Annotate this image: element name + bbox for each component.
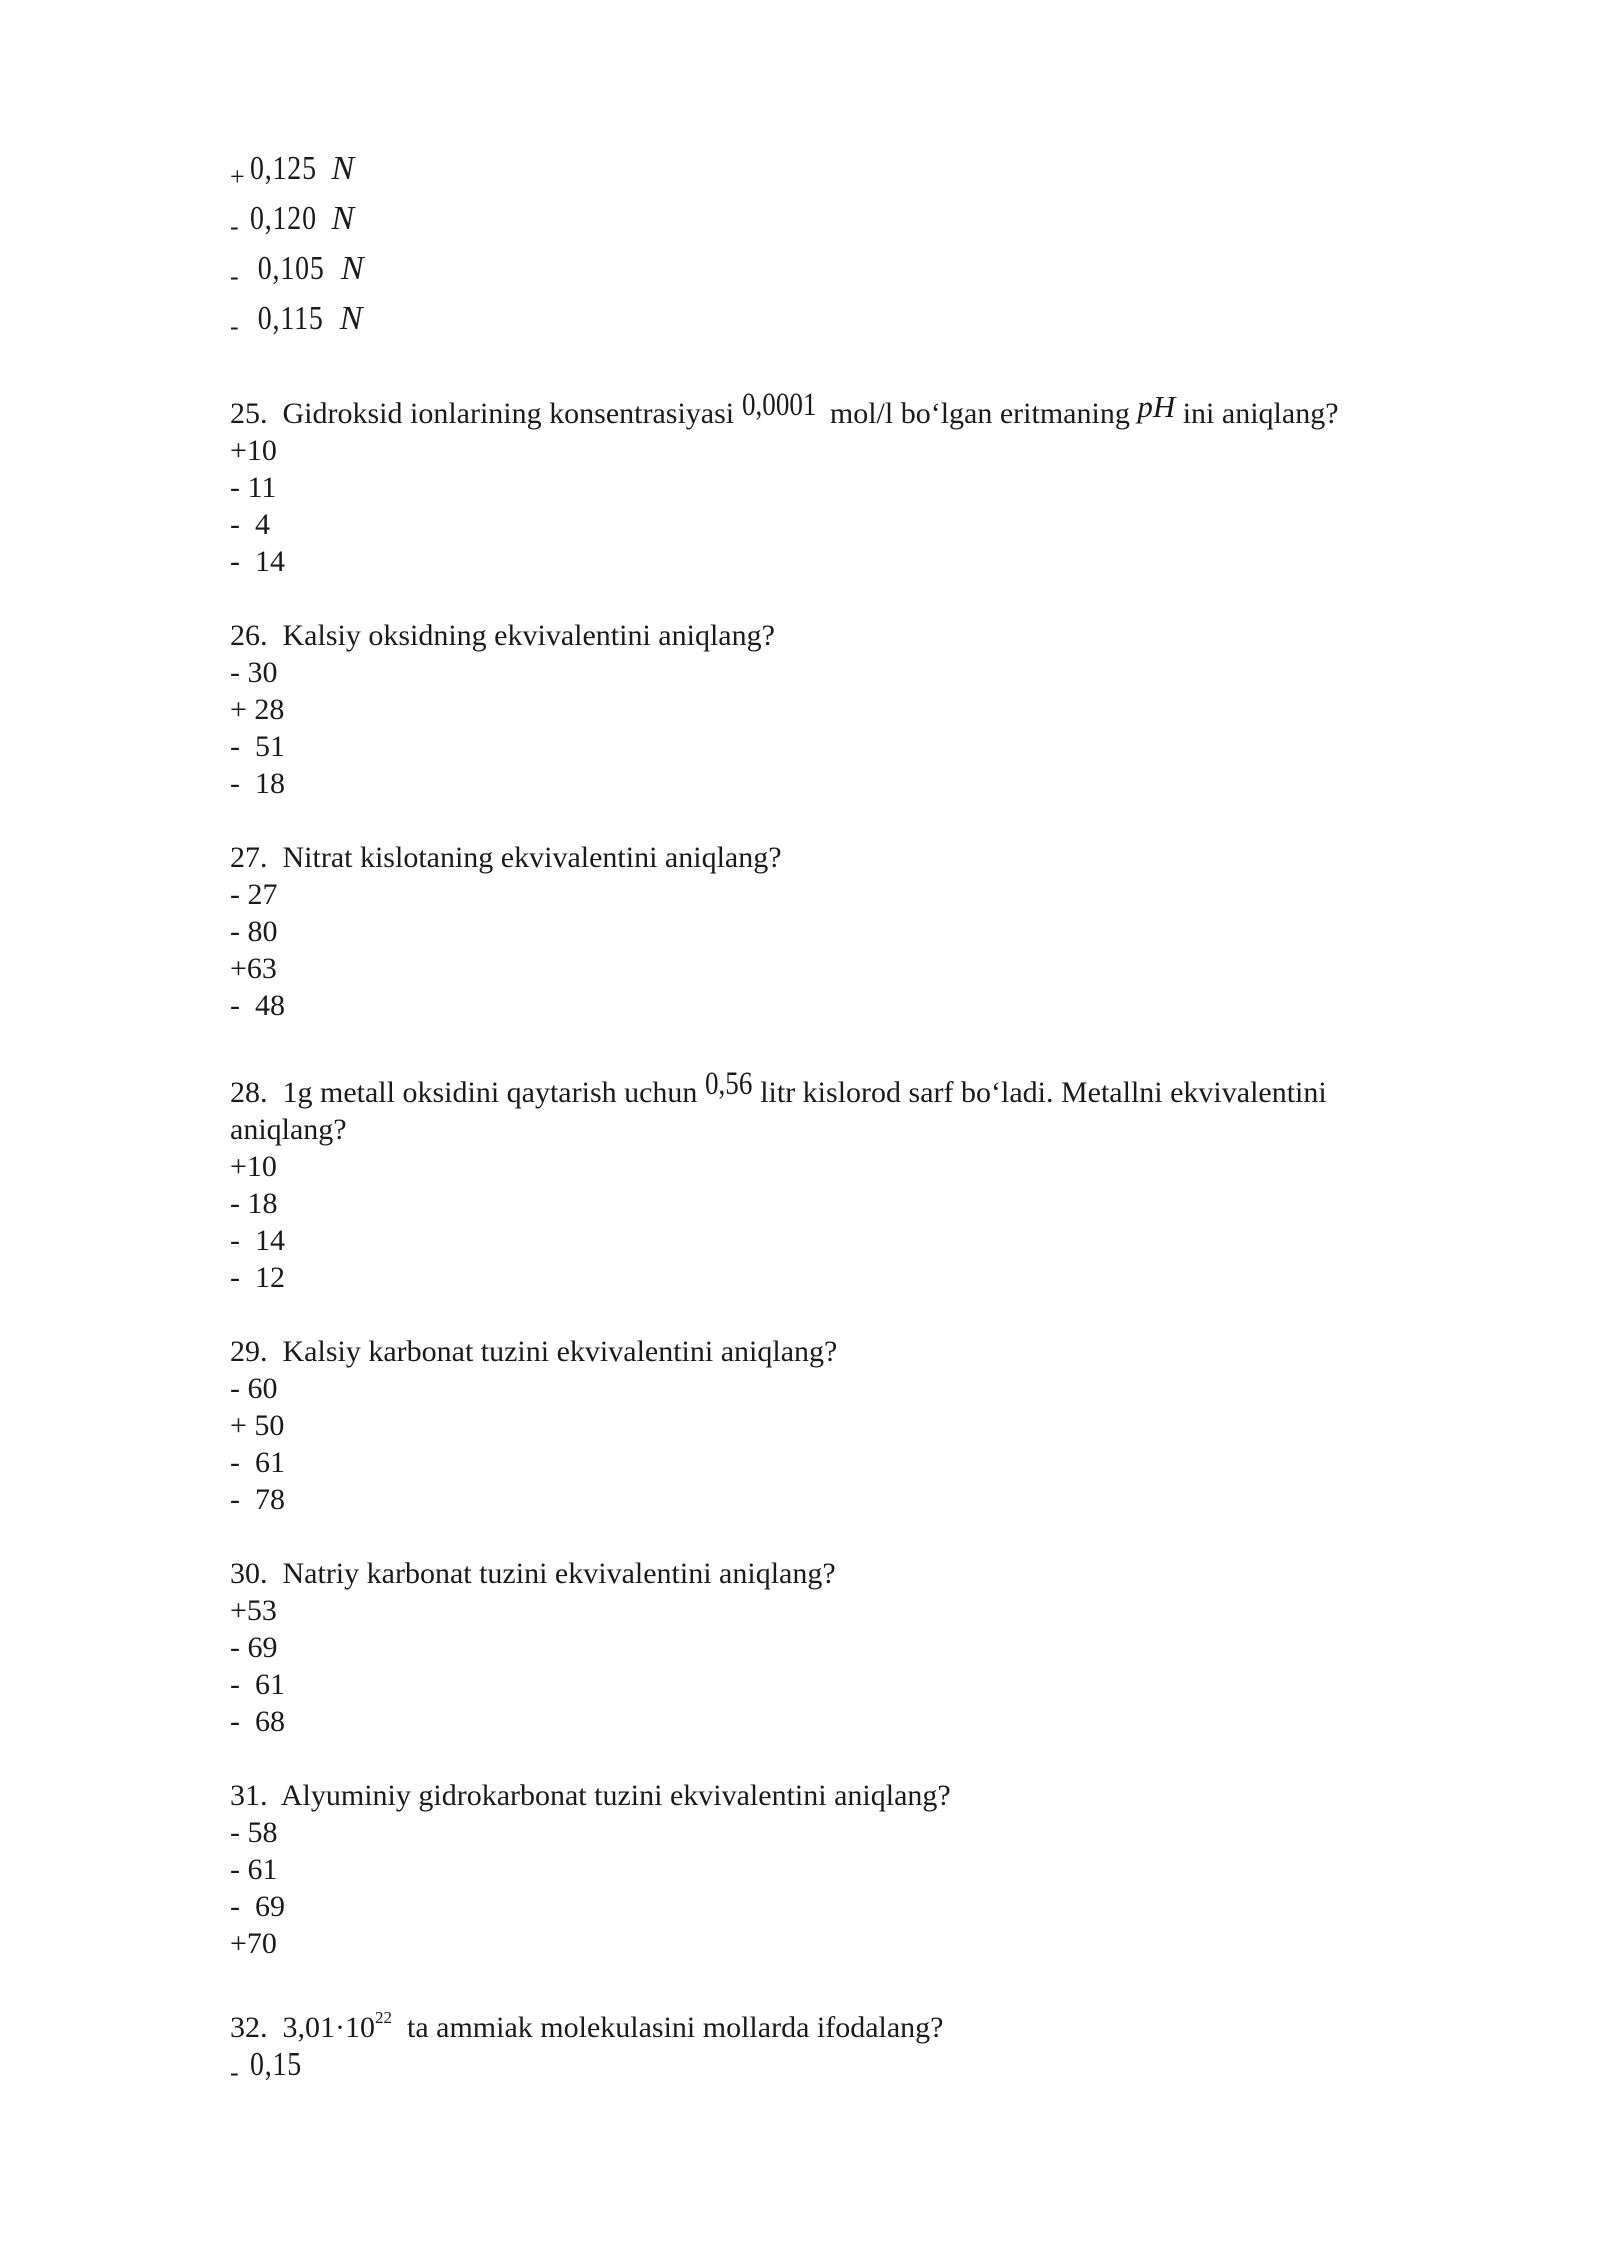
question-number: 30. bbox=[230, 1557, 268, 1590]
option-value: 0,115 bbox=[250, 300, 324, 337]
option-sign: + bbox=[230, 162, 245, 191]
answer-option: - 48 bbox=[230, 989, 285, 1022]
question-body: Nitrat kislotaning ekvivalentini aniqlang? bbox=[282, 841, 782, 874]
answer-option: - 18 bbox=[230, 1187, 278, 1220]
inline-value: 0,0001 bbox=[741, 387, 817, 423]
question-29 bbox=[230, 1333, 1460, 1518]
answer-option: - 4 bbox=[230, 508, 270, 541]
expr-exponent: 22 bbox=[375, 2008, 392, 2027]
option-row bbox=[230, 300, 1460, 350]
answer-option: - 11 bbox=[230, 471, 277, 504]
answer-option: - 61 bbox=[230, 1668, 285, 1701]
answer-option: - 12 bbox=[230, 1261, 285, 1294]
question-text-after: litr kislorod sarf bo‘ladi. Metallni ekvivalentini bbox=[760, 1076, 1327, 1109]
question-text bbox=[230, 1066, 1460, 1111]
question-text-middle: mol/l bo‘lgan eritmaning bbox=[829, 397, 1130, 430]
question-28 bbox=[230, 1066, 1460, 1296]
question-text-wrap: aniqlang? bbox=[230, 1113, 347, 1146]
question-body: Alyuminiy gidrokarbonat tuzini ekvivalentini aniqlang? bbox=[280, 1779, 951, 1812]
option-unit: N bbox=[341, 250, 364, 287]
answer-option: - 61 bbox=[230, 1853, 278, 1886]
option-value: 0,125 bbox=[250, 150, 317, 187]
option-value: 0,120 bbox=[250, 200, 317, 237]
question-number: 31. bbox=[230, 1779, 268, 1812]
option-row bbox=[230, 150, 1460, 200]
option-value: 0,105 bbox=[250, 250, 325, 287]
option-row bbox=[230, 200, 1460, 250]
answer-option: - 61 bbox=[230, 1446, 285, 1479]
question-number: 32. bbox=[230, 2011, 268, 2044]
answer-option: - 14 bbox=[230, 1224, 285, 1257]
question-30 bbox=[230, 1555, 1460, 1740]
inline-value: 0,56 bbox=[704, 1066, 753, 1102]
question-number: 27. bbox=[230, 841, 268, 874]
question-text-before: 1g metall oksidini qaytarish uchun bbox=[282, 1076, 698, 1109]
question-text bbox=[230, 617, 1460, 654]
answer-option: + 28 bbox=[230, 693, 285, 726]
option-unit: N bbox=[339, 300, 363, 337]
question-number: 28. bbox=[230, 1076, 268, 1109]
question-27 bbox=[230, 839, 1460, 1024]
option-sign: - bbox=[230, 262, 239, 291]
answer-option: - 27 bbox=[230, 878, 278, 911]
question-text bbox=[230, 839, 1460, 876]
answer-option: - 80 bbox=[230, 915, 278, 948]
question-number: 25. bbox=[230, 397, 268, 430]
answer-option: - 78 bbox=[230, 1483, 285, 1516]
answer-option: - 69 bbox=[230, 1631, 278, 1664]
answer-option: - 30 bbox=[230, 656, 278, 689]
answer-option: +63 bbox=[230, 952, 277, 985]
option-sign: - bbox=[230, 212, 239, 241]
question-number: 26. bbox=[230, 619, 268, 652]
option-unit: N bbox=[331, 150, 355, 187]
question-text bbox=[230, 1333, 1460, 1370]
answer-option: + 50 bbox=[230, 1409, 285, 1442]
question-31 bbox=[230, 1777, 1460, 1962]
answer-option: - 51 bbox=[230, 730, 285, 763]
option-row bbox=[230, 250, 1460, 300]
option-value: 0,15 bbox=[250, 2046, 303, 2083]
top-options bbox=[230, 150, 1460, 350]
question-text bbox=[230, 1999, 1460, 2046]
question-text-after: ini aniqlang? bbox=[1182, 397, 1339, 430]
inline-variable: pH bbox=[1137, 389, 1176, 424]
question-25 bbox=[230, 387, 1460, 580]
answer-option: +10 bbox=[230, 434, 277, 467]
option-unit: N bbox=[331, 200, 355, 237]
answer-option: - 14 bbox=[230, 545, 285, 578]
answer-option: - 18 bbox=[230, 767, 285, 800]
question-body: Kalsiy oksidning ekvivalentini aniqlang? bbox=[282, 619, 775, 652]
answer-option: - 58 bbox=[230, 1816, 278, 1849]
question-text-before: Gidroksid ionlarining konsentrasiyasi bbox=[282, 397, 735, 430]
answer-option: - 60 bbox=[230, 1372, 278, 1405]
answer-option: +70 bbox=[230, 1927, 277, 1960]
question-26 bbox=[230, 617, 1460, 802]
expr-base: 3,01·10 bbox=[282, 2011, 375, 2044]
question-body: Kalsiy karbonat tuzini ekvivalentini aniqlang? bbox=[282, 1335, 838, 1368]
option-sign: - bbox=[230, 2058, 239, 2087]
question-32 bbox=[230, 1999, 1460, 2090]
question-body: ta ammiak molekulasini mollarda ifodalang? bbox=[407, 2011, 944, 2044]
answer-option: +53 bbox=[230, 1594, 277, 1627]
answer-option: +10 bbox=[230, 1150, 277, 1183]
option-row bbox=[230, 2046, 1460, 2090]
question-number: 29. bbox=[230, 1335, 268, 1368]
question-text bbox=[230, 387, 1460, 432]
math-expression bbox=[282, 2008, 393, 2044]
question-text bbox=[230, 1555, 1460, 1592]
answer-option: - 68 bbox=[230, 1705, 285, 1738]
page-content bbox=[230, 150, 1460, 2090]
answer-option: - 69 bbox=[230, 1890, 285, 1923]
question-body: Natriy karbonat tuzini ekvivalentini aniqlang? bbox=[282, 1557, 836, 1590]
question-text bbox=[230, 1777, 1460, 1814]
option-sign: - bbox=[230, 312, 239, 341]
